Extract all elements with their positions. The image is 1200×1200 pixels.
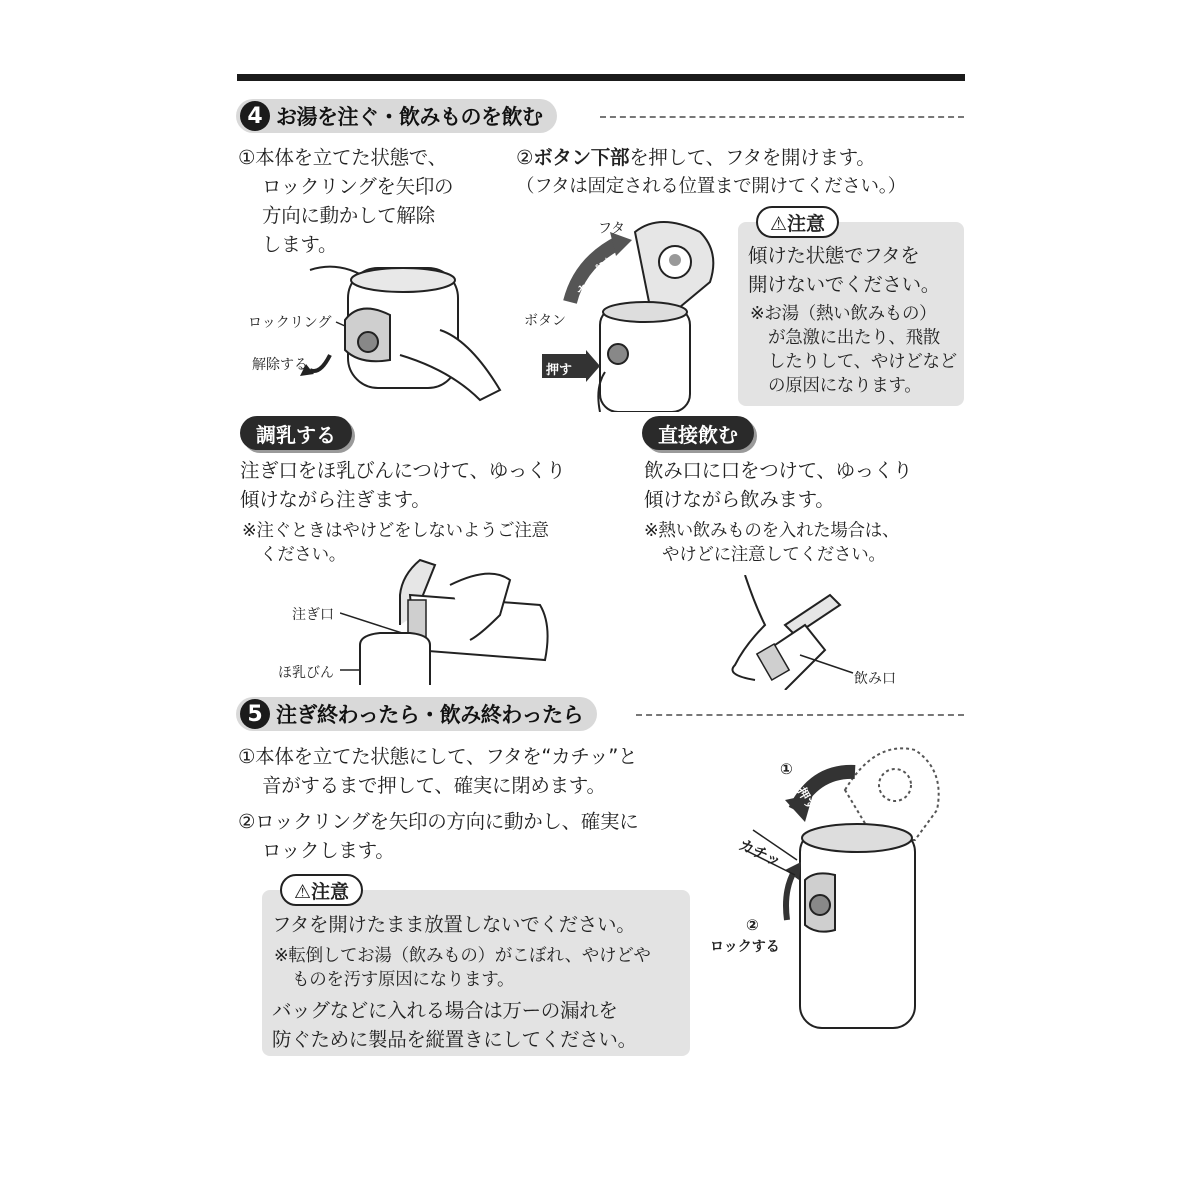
section4-dash-line bbox=[600, 116, 964, 118]
unlock-illustration bbox=[240, 260, 510, 410]
top-rule bbox=[237, 74, 965, 81]
label-lock-ring: ロックリング bbox=[248, 315, 332, 331]
open-lid-illustration bbox=[540, 212, 740, 412]
label-release: 解除する bbox=[252, 357, 308, 373]
formula-illustration bbox=[340, 555, 560, 685]
section5-dash-line bbox=[636, 714, 964, 716]
label-lock: ロックする bbox=[710, 939, 780, 955]
label-click: カチッ bbox=[736, 835, 785, 871]
direct-drink-note: ※熱い飲みものを入れた場合は、 やけどに注意してください。 bbox=[644, 521, 900, 565]
section5-step2: ②ロックリングを矢印の方向に動かし、確実に ロックします。 bbox=[238, 810, 639, 862]
label-push-2: 押す bbox=[794, 784, 819, 813]
formula-note: ※注ぐときはやけどをしないようご注意 ください。 bbox=[242, 521, 549, 565]
direct-drink-heading: 直接飲む bbox=[642, 416, 754, 450]
section4-number: 4 bbox=[240, 101, 270, 131]
section5-heading bbox=[236, 695, 597, 733]
caution-text: 傾けた状態でフタを 開けないでください。 bbox=[748, 244, 941, 296]
caution-tag-2: ⚠注意 bbox=[280, 874, 363, 906]
label-baby-bottle: ほ乳びん bbox=[278, 665, 334, 681]
label-spout: 注ぎ口 bbox=[292, 607, 334, 623]
caution-note: ※お湯（熱い飲みもの） が急激に出たり、飛散 したりして、やけどなど の原因になります。 bbox=[750, 304, 957, 396]
caution2-note: ※転倒してお湯（飲みもの）がこぼれ、やけどや ものを汚す原因になります。 bbox=[274, 946, 651, 990]
label-button: ボタン bbox=[524, 313, 566, 329]
direct-drink-text: 飲み口に口をつけて、ゆっくり 傾けながら飲みます。 bbox=[644, 459, 913, 511]
section5-number: 5 bbox=[240, 699, 270, 729]
label-lid: フタ bbox=[598, 221, 626, 237]
label-step-1: ① bbox=[780, 760, 793, 778]
label-open: オープン bbox=[573, 254, 615, 300]
direct-drink-illustration bbox=[715, 575, 865, 690]
section4-heading bbox=[236, 97, 557, 135]
section4-title: お湯を注ぐ・飲みものを飲む bbox=[276, 105, 543, 129]
caution2-line2: バッグなどに入れる場合は万ーの漏れを 防ぐために製品を縦置きにしてください。 bbox=[272, 999, 637, 1051]
formula-heading: 調乳する bbox=[240, 416, 352, 450]
formula-text: 注ぎ口をほ乳びんにつけて、ゆっくり 傾けながら注ぎます。 bbox=[240, 459, 566, 511]
section5-step1: ①本体を立てた状態にして、フタを“カチッ”と 音がするまで押して、確実に閉めます。 bbox=[238, 745, 638, 797]
caution2-line1: フタを開けたまま放置しないでください。 bbox=[272, 913, 636, 936]
section5-title: 注ぎ終わったら・飲み終わったら bbox=[276, 703, 584, 727]
label-step-2: ② bbox=[746, 916, 759, 934]
section4-step1: ①本体を立てた状態で、 ロックリングを矢印の 方向に動かして解除 します。 bbox=[238, 146, 454, 256]
close-lock-illustration bbox=[705, 730, 965, 1030]
label-push: 押す bbox=[546, 363, 573, 378]
label-mouthpiece: 飲み口 bbox=[854, 671, 896, 687]
caution-tag: ⚠注意 bbox=[756, 206, 839, 238]
section4-step2: ②ボタン下部を押して、フタを開けます。 （フタは固定される位置まで開けてください。） bbox=[516, 146, 906, 197]
